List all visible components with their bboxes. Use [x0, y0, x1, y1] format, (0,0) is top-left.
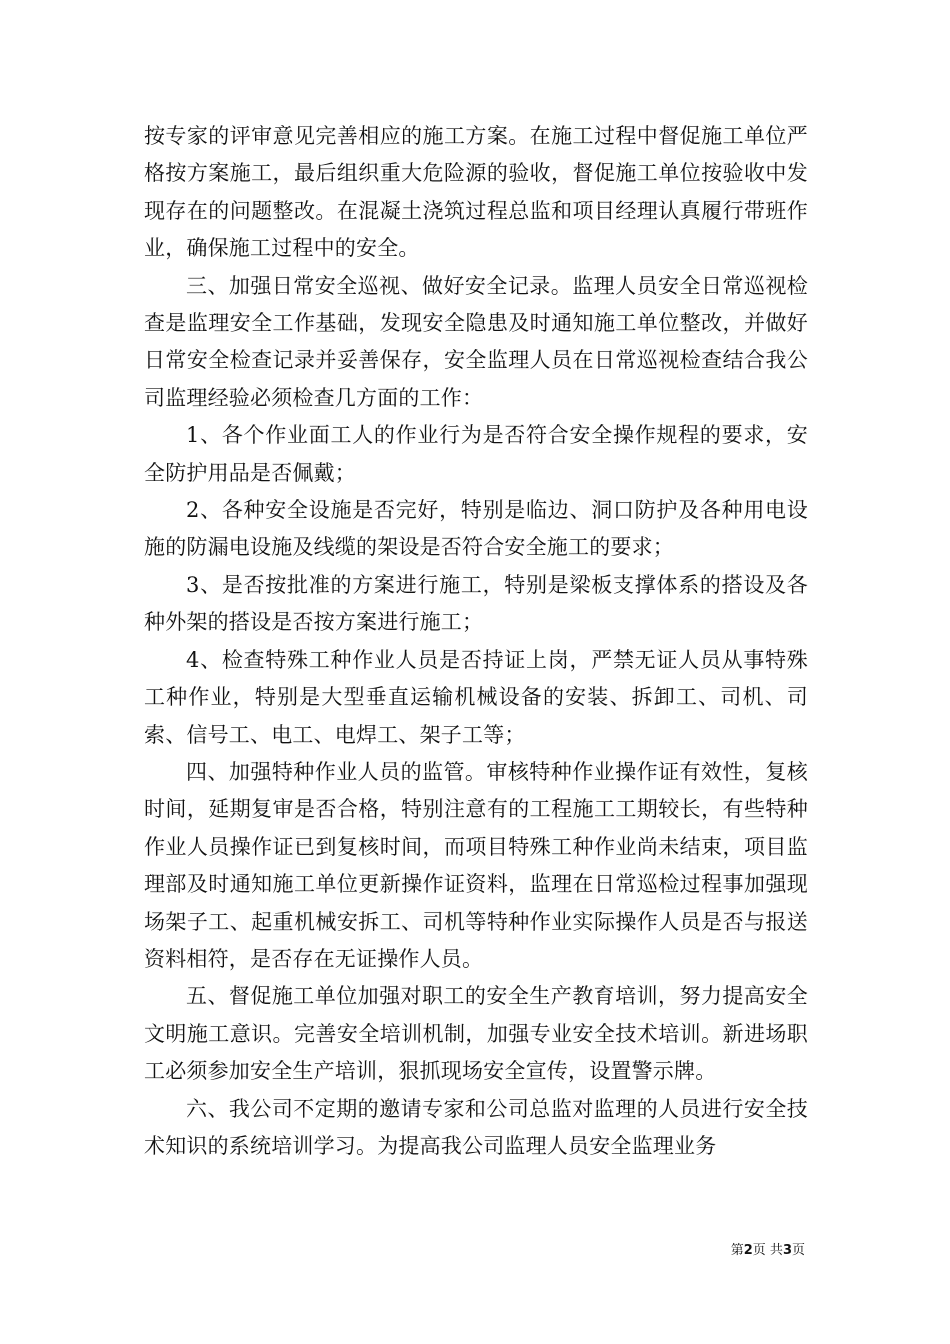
- paragraph-6: 4、检查特殊工种作业人员是否持证上岗，严禁无证人员从事特殊工种作业，特别是大型垂直运输机械设备的安装、拆卸工、司机、司索、信号工、电工、电焊工、架子工等；: [144, 647, 808, 747]
- paragraph-9: 六、我公司不定期的邀请专家和公司总监对监理的人员进行安全技术知识的系统培训学习。为提高我公司监理人员安全监理业务: [144, 1096, 808, 1158]
- paragraph-7: 四、加强特种作业人员的监管。审核特种作业操作证有效性，复核时间，延期复审是否合格，特别注意有的工程施工工期较长，有些特种作业人员操作证已到复核时间，而项目特殊工种作业尚未结束，项目监理部及时通知施工单位更新操作证资料，监理在日常巡检过程事加强现场架子工、起重机械安拆工、司机等特种作业实际操作人员是否与报送资料相符，是否存在无证操作人员。: [144, 759, 808, 971]
- footer-middle: 页 共: [752, 1243, 783, 1258]
- paragraph-8: 五、督促施工单位加强对职工的安全生产教育培训，努力提高安全文明施工意识。完善安全培训机制，加强专业安全技术培训。新进场职工必须参加安全生产培训，狠抓现场安全宣传，设置警示牌。: [144, 984, 808, 1084]
- paragraph-1: 按专家的评审意见完善相应的施工方案。在施工过程中督促施工单位严格按方案施工，最后组织重大危险源的验收，督促施工单位按验收中发现存在的问题整改。在混凝土浇筑过程总监和项目经理认真履行带班作业，确保施工过程中的安全。: [144, 124, 808, 261]
- footer-prefix: 第: [730, 1243, 744, 1258]
- footer-total-pages: 3: [782, 1243, 792, 1258]
- footer-current-page: 2: [743, 1243, 753, 1258]
- page-number: [731, 1241, 805, 1261]
- paragraph-3: 1、各个作业面工人的作业行为是否符合安全操作规程的要求，安全防护用品是否佩戴；: [144, 423, 808, 485]
- paragraph-2: 三、加强日常安全巡视、做好安全记录。监理人员安全日常巡视检查是监理安全工作基础，发现安全隐患及时通知施工单位整改，并做好日常安全检查记录并妥善保存，安全监理人员在日常巡视检查结合我公司监理经验必须检查几方面的工作：: [144, 273, 808, 410]
- footer-suffix: 页: [791, 1243, 805, 1258]
- paragraph-4: 2、各种安全设施是否完好，特别是临边、洞口防护及各种用电设施的防漏电设施及线缆的架设是否符合安全施工的要求；: [144, 498, 808, 560]
- document-body: [144, 118, 808, 1165]
- paragraph-5: 3、是否按批准的方案进行施工，特别是梁板支撑体系的搭设及各种外架的搭设是否按方案进行施工；: [144, 572, 808, 635]
- page-footer: [0, 1241, 950, 1261]
